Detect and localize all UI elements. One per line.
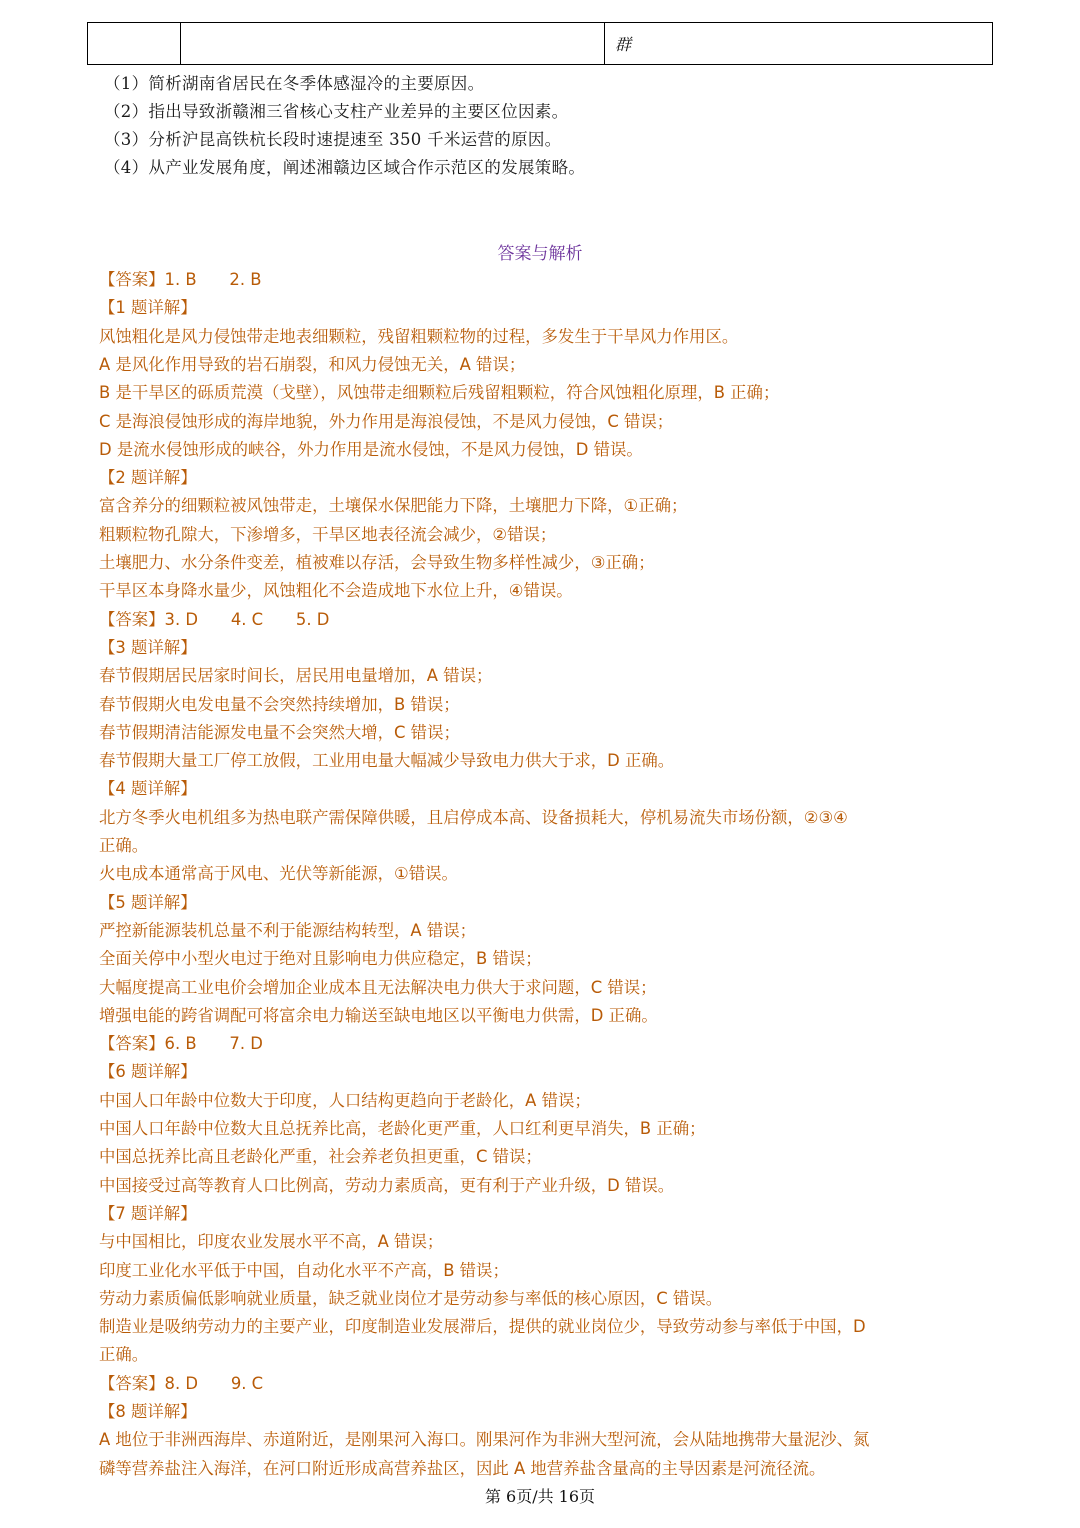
answer-line: 严控新能源装机总量不利于能源结构转型，A 错误；: [99, 920, 477, 940]
answer-line: 【6 题详解】: [99, 1062, 197, 1082]
answer-line: 干旱区本身降水量少，风蚀粗化不会造成地下水位上升，④错误。: [99, 581, 573, 601]
question-2: （2）指出导致浙赣湘三省核心支柱产业差异的主要区位因素。: [104, 102, 569, 121]
answer-line: 火电成本通常高于风电、光伏等新能源，①错误。: [99, 864, 458, 884]
question-3: （3）分析沪昆高铁杭长段时速提速至 350 千米运营的原因。: [104, 130, 562, 149]
answer-line: D 是流水侵蚀形成的峡谷，外力作用是流水侵蚀，不是风力侵蚀，D 错误。: [99, 439, 643, 459]
page-footer: 第 6页/共 16页: [484, 1487, 596, 1506]
table-cell-text: 群: [615, 35, 632, 54]
table-cell-1: [88, 23, 181, 64]
answer-line: 制造业是吸纳劳动力的主要产业，印度制造业发展滞后，提供的就业岗位少，导致劳动参与率低于中国，D: [99, 1317, 866, 1337]
answer-line: 中国接受过高等教育人口比例高，劳动力素质高，更有利于产业升级，D 错误。: [99, 1175, 675, 1195]
answer-line: 【答案】3. D 4. C 5. D: [99, 609, 330, 629]
answer-line: 【4 题详解】: [99, 779, 197, 799]
answer-line: 粗颗粒物孔隙大，下渗增多，干旱区地表径流会减少，②错误；: [99, 524, 557, 544]
answer-line: 【8 题详解】: [99, 1402, 197, 1421]
answer-line: 磷等营养盐注入海洋，在河口附近形成高营养盐区，因此 A 地营养盐含量高的主导因素是河流径流。: [99, 1458, 826, 1478]
table-cell-2: [181, 23, 605, 64]
answer-line: 大幅度提高工业电价会增加企业成本且无法解决电力供大于求问题，C 错误；: [99, 977, 657, 997]
section-heading: 答案与解析: [497, 244, 583, 264]
answer-line: 北方冬季火电机组多为热电联产需保障供暖，且启停成本高、设备损耗大，停机易流失市场份额，②③④: [99, 807, 848, 827]
answer-line: 春节假期清洁能源发电量不会突然大增，C 错误；: [99, 722, 460, 742]
answer-line: 【5 题详解】: [99, 892, 197, 912]
answer-line: 【3 题详解】: [99, 637, 197, 657]
answer-line: 中国人口年龄中位数大于印度，人口结构更趋向于老龄化，A 错误；: [99, 1090, 591, 1110]
answer-line: 全面关停中小型火电过于绝对且影响电力供应稳定，B 错误；: [99, 949, 542, 969]
answer-line: 中国人口年龄中位数大且总抚养比高，老龄化更严重，人口红利更早消失，B 正确；: [99, 1119, 706, 1138]
answer-line: 增强电能的跨省调配可将富余电力输送至缺电地区以平衡电力供需，D 正确。: [99, 1005, 658, 1025]
answer-line: 正确。: [99, 1345, 149, 1365]
answer-line: C 是海浪侵蚀形成的海岸地貌，外力作用是海浪侵蚀，不是风力侵蚀，C 错误；: [99, 411, 674, 431]
answer-line: B 是干旱区的砾质荒漠（戈壁），风蚀带走细颗粒后残留粗颗粒，符合风蚀粗化原理，B 正确；: [99, 383, 780, 403]
answer-line: 【7 题详解】: [99, 1203, 197, 1223]
answer-line: 【答案】6. B 7. D: [99, 1034, 263, 1054]
question-1: （1）简析湖南省居民在冬季体感湿冷的主要原因。: [104, 74, 485, 93]
answer-line: 土壤肥力、水分条件变差，植被难以存活，会导致生物多样性减少，③正确；: [99, 553, 655, 572]
answer-line: 印度工业化水平低于中国，自动化水平不产高，B 错误；: [99, 1260, 509, 1280]
answer-line: A 地位于非洲西海岸、赤道附近，是刚果河入海口。刚果河作为非洲大型河流，会从陆地携带大量泥沙、氮: [99, 1430, 870, 1450]
answer-line: 富含养分的细颗粒被风蚀带走，土壤保水保肥能力下降，土壤肥力下降，①正确；: [99, 496, 688, 516]
table-fragment: [87, 22, 993, 65]
answer-line: 【答案】1. B 2. B: [99, 270, 262, 289]
question-4: （4）从产业发展角度，阐述湘赣边区域合作示范区的发展策略。: [104, 158, 586, 177]
answer-line: 【2 题详解】: [99, 468, 197, 488]
table-cell-3: [605, 23, 992, 64]
answer-line: 【答案】8. D 9. C: [99, 1373, 264, 1393]
answer-line: 【1 题详解】: [99, 298, 197, 318]
answer-line: 风蚀粗化是风力侵蚀带走地表细颗粒，残留粗颗粒物的过程，多发生于干旱风力作用区。: [99, 326, 739, 346]
answer-line: A 是风化作用导致的岩石崩裂，和风力侵蚀无关，A 错误；: [99, 354, 526, 374]
answer-line: 正确。: [99, 836, 149, 855]
answer-line: 中国总抚养比高且老龄化严重，社会养老负担更重，C 错误；: [99, 1147, 542, 1167]
answer-line: 春节假期居民居家时间长，居民用电量增加，A 错误；: [99, 666, 493, 686]
answer-line: 劳动力素质偏低影响就业质量，缺乏就业岗位才是劳动参与率低的核心原因，C 错误。: [99, 1288, 723, 1308]
answer-line: 与中国相比，印度农业发展水平不高，A 错误；: [99, 1232, 444, 1252]
answer-line: 春节假期火电发电量不会突然持续增加，B 错误；: [99, 694, 460, 714]
answer-line: 春节假期大量工厂停工放假，工业用电量大幅减少导致电力供大于求，D 正确。: [99, 751, 675, 771]
